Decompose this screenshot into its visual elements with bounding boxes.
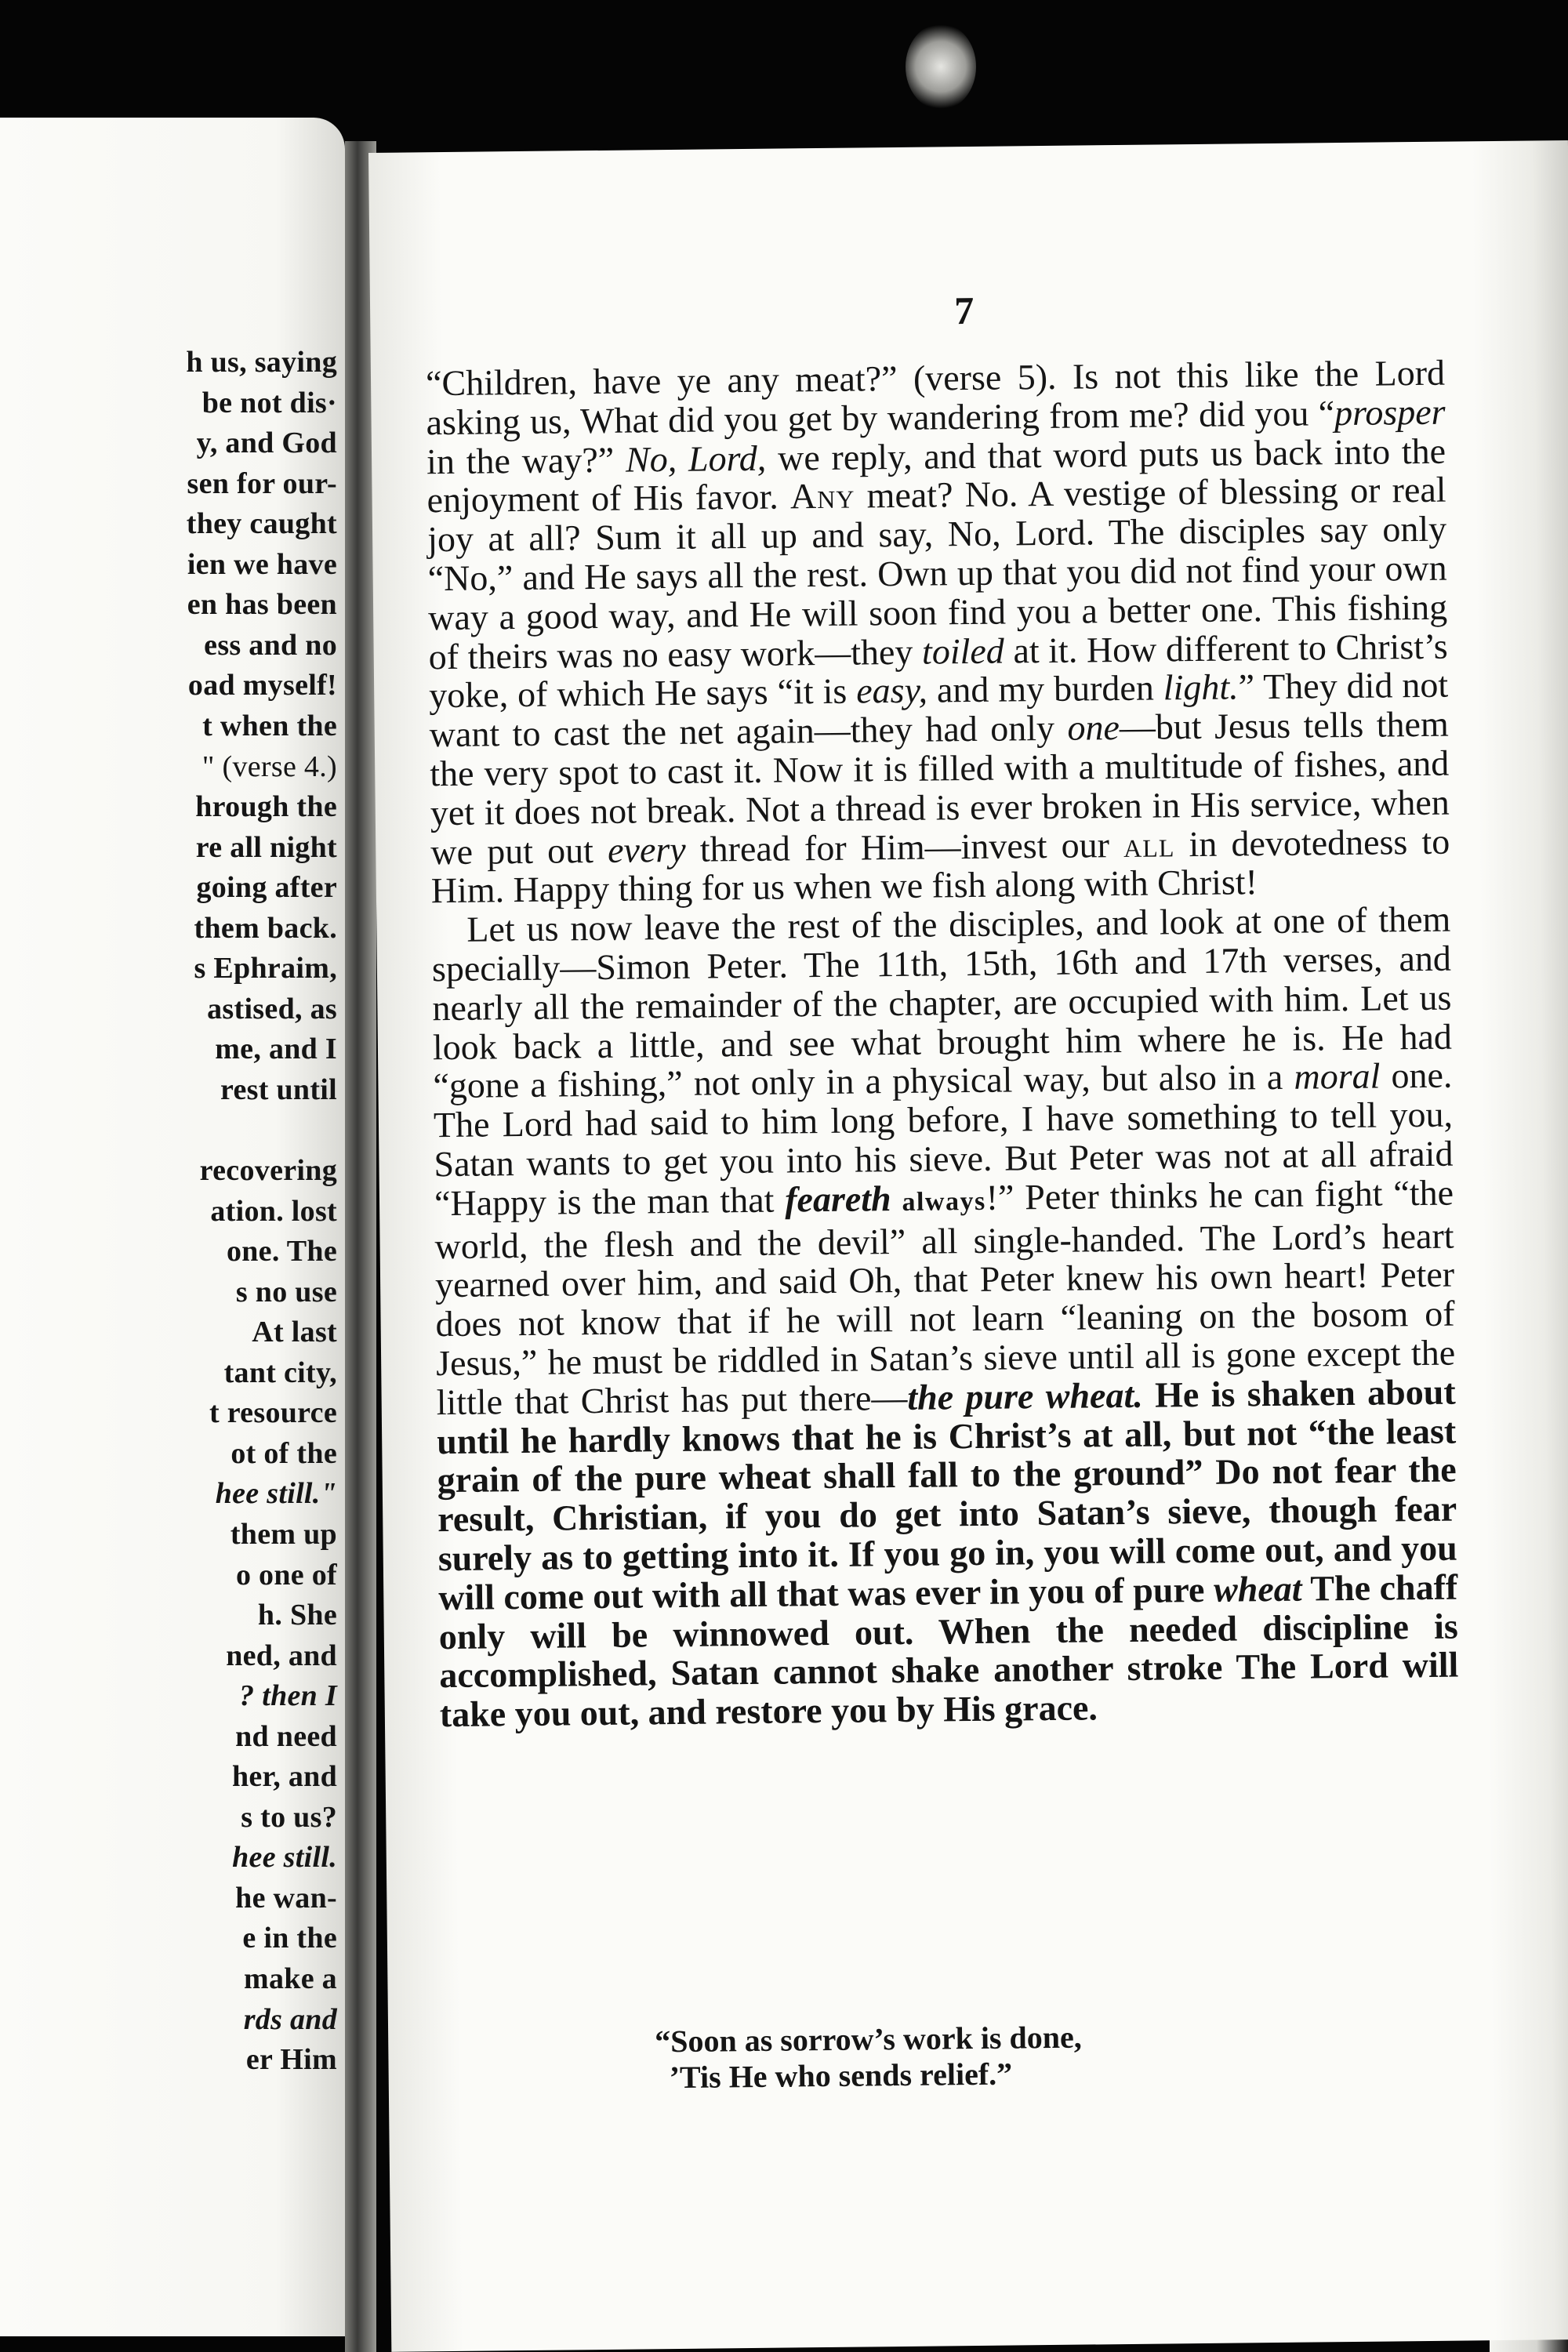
verse-line-1: “Soon as sorrow’s work is done,: [655, 2019, 1082, 2060]
paragraph-1: “Children, have ye any meat?” (verse 5). Is not this like the Lord asking us, What did you get by wandering from me? did you “prosper in the way?” No, Lord, we reply, and that word puts us back into the enjoyment of His favor. Any meat? No. A vestige of blessing or real joy at all? Sum it all up and say, No, Lord. The disciples say only “No,” and He says all the rest. Own up that you did not find your own way a good way, and He will soon find you a better one. This fishing of theirs was no easy work—they toiled at it. How different to Christ’s yoke, of which He says “it is easy, and my burden light.” They did not want to cast the net again—they had only one—but Jesus tells them the very spot to cast it. Now it is filled with a multitude of fishes, and yet it does not break. Not a thread is ever broken in His service, when we put out every thread for Him—invest our all in devotedness to Him. Happy thing for us when we fish along with Christ!: [425, 352, 1450, 911]
left-page-line: ot of the: [230, 1436, 337, 1470]
left-page-line: sen for our-: [187, 466, 337, 500]
left-page-line: them back.: [194, 911, 337, 945]
left-page-line: recovering: [199, 1154, 337, 1187]
left-page-line: hee still.: [232, 1841, 337, 1875]
left-page-line: s to us?: [241, 1800, 337, 1834]
left-page-line: make a: [244, 1962, 337, 1995]
paper-spot: [906, 24, 976, 110]
left-page-line: he wan-: [235, 1881, 337, 1915]
left-page-line: hrough the: [195, 790, 337, 824]
left-page-line: hee still.": [215, 1477, 337, 1511]
left-page-line: h. She: [257, 1599, 337, 1632]
left-page-line: they caught: [186, 507, 337, 541]
left-page-line: one. The: [226, 1235, 337, 1269]
left-page-line: rds and: [243, 2002, 337, 2036]
left-page-line: e in the: [242, 1922, 337, 1955]
paragraph-2: Let us now leave the rest of the disciples, and look at one of them specially—Simon Peter. The 11th, 15th, 16th and 17th verses, and nearly all the remainder of the chapter, are occupied with him. Let us look back a little, and see what brought him where he is. He had “gone a fishing,” not only in a physical way, but also in a moral one. The Lord had said to him long before, I have something to tell you, Satan wants to get you into his sieve. But Peter was not at all afraid “Happy is the man that feareth always!” Peter thinks he can fight “the world, the flesh and the devil” all single-handed. The Lord’s heart yearned over him, and said Oh, that Peter knew his own heart! Peter does not know that if he will not learn “leaning on the bosom of Jesus,” he must be riddled in Satan’s sieve until all is gone except the little that Christ has put there—the pure wheat. He is shaken about until he hardly knows that he is Christ’s at all, but not “the least grain of the pure wheat shall fall to the ground” Do not fear the result, Christian, if you do get into Satan’s sieve, though fear surely as to getting into it. If you go in, you will come out, and you will come out with all that was ever in you of pure wheat The chaff only will be winnowed out. When the needed discipline is accomplished, Satan cannot shake another stroke The Lord will take you out, and restore you by His grace.: [431, 898, 1459, 1735]
left-page-line: nd need: [235, 1719, 337, 1753]
left-page-line: them up: [230, 1517, 337, 1551]
left-page-line: At last: [252, 1316, 337, 1349]
left-page-line: her, and: [231, 1760, 337, 1794]
left-page-line: o one of: [235, 1558, 337, 1592]
page-number: 7: [953, 288, 975, 333]
left-page-line: en has been: [187, 588, 337, 622]
left-page-line: er Him: [245, 2043, 337, 2077]
left-page-line: s Ephraim,: [194, 952, 337, 985]
left-page-line: ation. lost: [210, 1194, 337, 1228]
left-page-line: h us, saying: [186, 346, 337, 379]
left-page-line: going after: [196, 871, 337, 905]
right-page: [368, 140, 1568, 2352]
left-page-line: " (verse 4.): [201, 750, 337, 783]
left-page-line: me, and I: [215, 1033, 337, 1066]
left-page-line: ess and no: [204, 628, 337, 662]
left-page-line: y, and God: [196, 426, 337, 460]
left-page-line: ien we have: [187, 547, 337, 581]
left-page: [0, 118, 345, 2336]
left-page-line: re all night: [195, 830, 337, 864]
left-page-line: ? then I: [239, 1679, 337, 1713]
verse-line-2: ’Tis He who sends relief.”: [669, 2056, 1013, 2096]
left-page-line: oad myself!: [187, 669, 337, 702]
left-page-line: s no use: [235, 1275, 337, 1308]
left-page-line: be not dis·: [201, 386, 337, 419]
body-text: [426, 354, 1459, 1734]
left-page-line: t when the: [202, 709, 337, 742]
closing-verse: [655, 2016, 1361, 2096]
left-page-line: ned, and: [226, 1639, 337, 1672]
left-page-line: t resource: [209, 1396, 337, 1430]
left-page-line: astised, as: [207, 992, 337, 1025]
left-page-line: tant city,: [223, 1356, 337, 1389]
left-page-line: rest until: [220, 1073, 337, 1106]
